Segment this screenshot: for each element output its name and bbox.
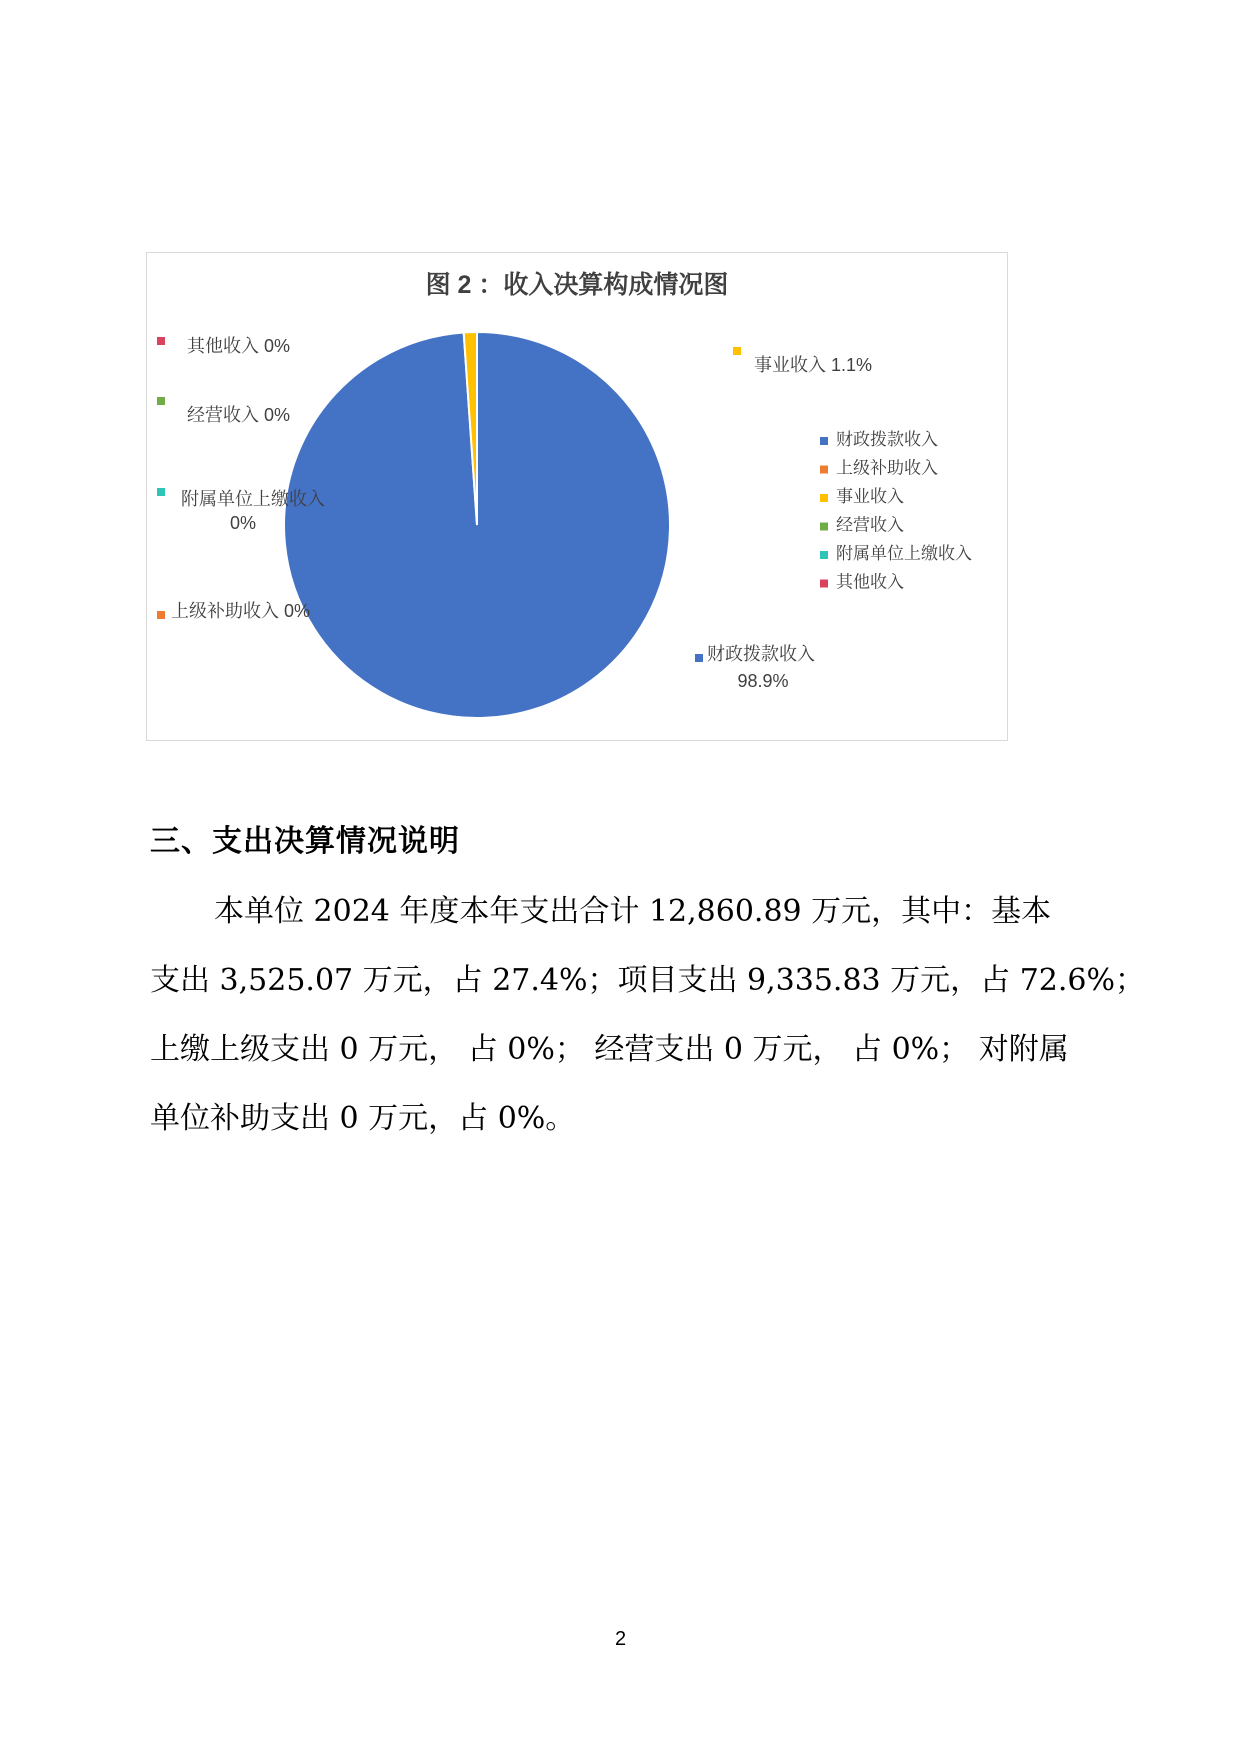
data-label-marker-2 (157, 611, 165, 619)
paragraph-line-3: 上缴上级支出 0 万元， 占 0%； 经营支出 0 万元， 占 0%； 对附属 (150, 1032, 1069, 1067)
data-label-6-line-1: 其他收入 0% (187, 336, 291, 356)
data-label-5-line-2: 0% (229, 513, 257, 533)
legend-marker-1 (820, 437, 828, 445)
legend-marker-5 (820, 551, 828, 559)
data-label-marker-4 (157, 397, 165, 405)
legend-item-2: 上级补助收入 (836, 458, 938, 478)
chart-title: 图 2 ：收入决算构成情况图 (425, 271, 729, 299)
legend-marker-4 (820, 523, 828, 531)
legend-item-5: 附属单位上缴收入 (836, 544, 972, 563)
data-label-4-line-1: 经营收入 0% (187, 405, 291, 425)
legend-marker-3 (820, 494, 828, 502)
section-heading: 三、支出决算情况说明 (150, 824, 460, 859)
legend-marker-2 (820, 466, 828, 474)
paragraph-line-4: 单位补助支出 0 万元，占 0%。 (150, 1101, 576, 1136)
paragraph-line-2: 支出 3,525.07 万元，占 27.4%；项目支出 9,335.83 万元，占 72.6%； (150, 963, 1146, 998)
data-label-marker-6 (157, 337, 165, 345)
pie-chart (146, 252, 1008, 741)
pie-slices (284, 332, 670, 718)
chart-legend (820, 430, 972, 592)
page-number: 2 (614, 1628, 627, 1650)
legend-item-6: 其他收入 (836, 572, 904, 592)
legend-marker-6 (820, 580, 828, 588)
data-label-marker-3 (733, 347, 741, 355)
data-label-2-line-1: 上级补助收入 0% (171, 601, 311, 621)
paragraph-line-1: 本单位 2024 年度本年支出合计 12,860.89 万元，其中：基本 (214, 894, 1052, 929)
data-label-1-line-1: 财政拨款收入 (707, 644, 815, 664)
data-label-1-line-2: 98.9% (737, 671, 789, 691)
legend-item-4: 经营收入 (836, 515, 904, 535)
data-label-3-line-1: 事业收入 1.1% (754, 355, 873, 375)
legend-item-3: 事业收入 (836, 487, 904, 506)
data-label-marker-5 (157, 488, 165, 496)
data-label-marker-1 (695, 654, 703, 662)
data-label-5-line-1: 附属单位上缴收入 (181, 489, 325, 509)
legend-item-1: 财政拨款收入 (836, 430, 938, 449)
pie-chart-svg (147, 253, 1007, 740)
